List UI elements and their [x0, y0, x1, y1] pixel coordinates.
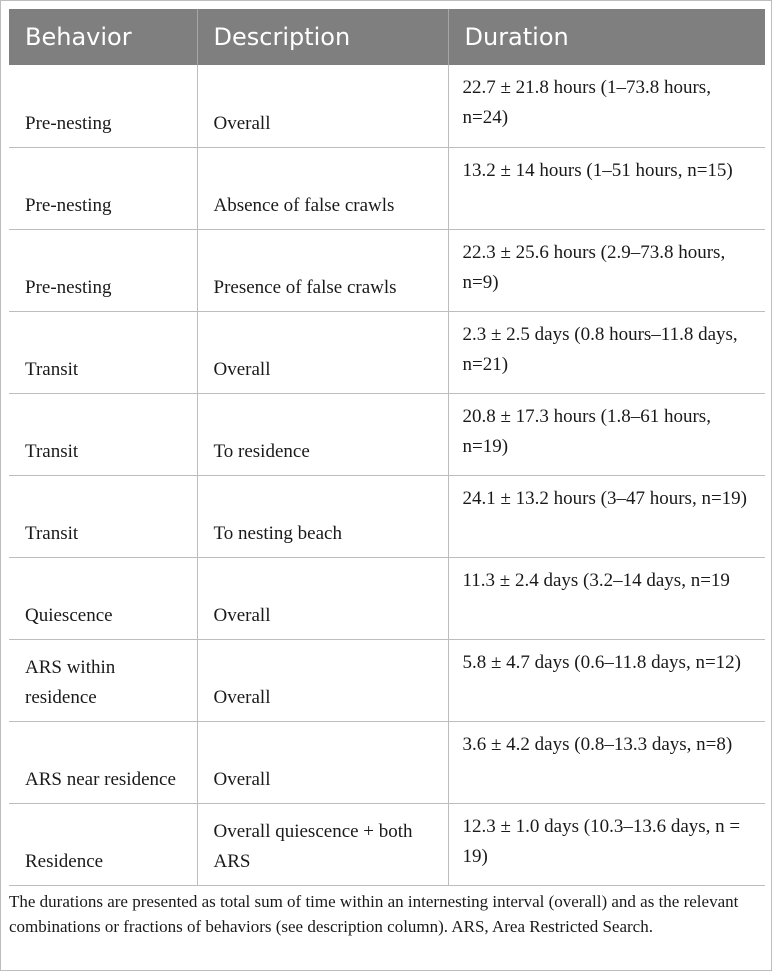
- cell-behavior: Pre-nesting: [9, 65, 197, 147]
- cell-behavior: Pre-nesting: [9, 147, 197, 229]
- cell-description: Overall: [197, 65, 448, 147]
- table-row: [9, 147, 765, 229]
- cell-description: To residence: [197, 393, 448, 475]
- cell-behavior: Quiescence: [9, 557, 197, 639]
- header-behavior: Behavior: [25, 23, 132, 51]
- table-row: [9, 721, 765, 803]
- cell-description: Overall: [197, 557, 448, 639]
- header-row: [9, 9, 765, 65]
- cell-behavior: ARS within residence: [9, 639, 197, 721]
- cell-duration: 5.8 ± 4.7 days (0.6–11.8 days, n=12): [448, 639, 765, 721]
- table-row: [9, 803, 765, 885]
- cell-duration: 13.2 ± 14 hours (1–51 hours, n=15): [448, 147, 765, 229]
- cell-description: Overall: [197, 311, 448, 393]
- cell-duration: 12.3 ± 1.0 days (10.3–13.6 days, n = 19): [448, 803, 765, 885]
- header-duration: Duration: [448, 9, 765, 65]
- cell-behavior: Transit: [9, 475, 197, 557]
- cell-description: Presence of false crawls: [197, 229, 448, 311]
- cell-description: To nesting beach: [197, 475, 448, 557]
- cell-duration: 24.1 ± 13.2 hours (3–47 hours, n=19): [448, 475, 765, 557]
- cell-behavior: ARS near residence: [9, 721, 197, 803]
- cell-duration: 20.8 ± 17.3 hours (1.8–61 hours, n=19): [448, 393, 765, 475]
- cell-duration: 22.7 ± 21.8 hours (1–73.8 hours, n=24): [448, 65, 765, 147]
- table-row: [9, 557, 765, 639]
- table-row: [9, 65, 765, 147]
- header-description: Description: [197, 9, 448, 65]
- cell-description: Overall quiescence + both ARS: [197, 803, 448, 885]
- cell-behavior: Residence: [9, 803, 197, 885]
- cell-behavior: Transit: [9, 393, 197, 475]
- cell-duration: 22.3 ± 25.6 hours (2.9–73.8 hours, n=9): [448, 229, 765, 311]
- cell-description: Overall: [197, 639, 448, 721]
- table-row: [9, 475, 765, 557]
- cell-description: Absence of false crawls: [197, 147, 448, 229]
- table-row: [9, 639, 765, 721]
- cell-duration: 2.3 ± 2.5 days (0.8 hours–11.8 days, n=21): [448, 311, 765, 393]
- cell-behavior: Pre-nesting: [9, 229, 197, 311]
- table-row: [9, 229, 765, 311]
- table-row: [9, 311, 765, 393]
- cell-duration: 3.6 ± 4.2 days (0.8–13.3 days, n=8): [448, 721, 765, 803]
- cell-description: Overall: [197, 721, 448, 803]
- cell-behavior: Transit: [9, 311, 197, 393]
- behavior-duration-table: [9, 9, 765, 886]
- table-row: [9, 393, 765, 475]
- table-footnote: The durations are presented as total sum of time within an internesting interval (overall) and as the relevant combinations or fractions of behaviors (see description column). ARS, Area Restricted Search.: [9, 889, 769, 939]
- table-body: [9, 65, 765, 885]
- cell-duration: 11.3 ± 2.4 days (3.2–14 days, n=19: [448, 557, 765, 639]
